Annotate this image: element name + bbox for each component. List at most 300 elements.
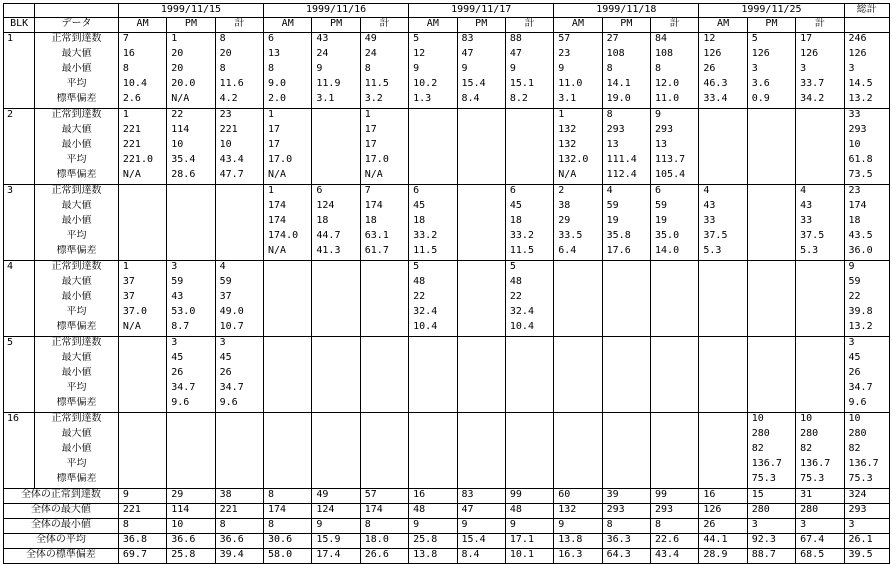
summary-value: 15.4: [457, 534, 505, 549]
value-cell: [312, 291, 360, 306]
value-cell: [457, 200, 505, 215]
summary-value: 39.4: [215, 549, 263, 564]
value-cell: 5: [505, 261, 553, 277]
header-sub: PM: [457, 18, 505, 33]
value-cell: [747, 154, 795, 169]
value-cell: 82: [796, 443, 844, 458]
header-sub: 計: [360, 18, 408, 33]
stat-label: 平均: [35, 230, 119, 245]
value-cell: 12.0: [651, 78, 699, 93]
summary-value: 36.6: [215, 534, 263, 549]
value-cell: 84: [651, 33, 699, 49]
value-cell: [651, 428, 699, 443]
value-cell: 10: [215, 139, 263, 154]
table-row: [4, 291, 890, 306]
value-cell: [699, 443, 747, 458]
value-cell: [118, 397, 166, 413]
value-cell: 45: [505, 200, 553, 215]
value-cell: 136.7: [747, 458, 795, 473]
value-cell: [457, 321, 505, 337]
value-cell: [651, 397, 699, 413]
value-cell: [554, 443, 602, 458]
value-cell: 8: [651, 63, 699, 78]
value-cell: [699, 428, 747, 443]
value-cell: 3: [844, 63, 889, 78]
value-cell: 20: [167, 63, 215, 78]
value-cell: [699, 139, 747, 154]
value-cell: 73.5: [844, 169, 889, 185]
value-cell: [505, 413, 553, 429]
value-cell: [796, 337, 844, 353]
value-cell: 136.7: [844, 458, 889, 473]
summary-value: 8: [215, 519, 263, 534]
value-cell: 17: [264, 124, 312, 139]
value-cell: [118, 382, 166, 397]
summary-value: 324: [844, 489, 889, 504]
value-cell: [699, 337, 747, 353]
value-cell: [602, 261, 650, 277]
value-cell: [409, 458, 457, 473]
value-cell: 1: [118, 261, 166, 277]
value-cell: [409, 154, 457, 169]
stat-label: 最小値: [35, 215, 119, 230]
value-cell: [409, 169, 457, 185]
value-cell: [602, 291, 650, 306]
blk-id: [4, 321, 35, 337]
value-cell: [167, 413, 215, 429]
summary-value: 25.8: [409, 534, 457, 549]
value-cell: 33.7: [796, 78, 844, 93]
blk-id: [4, 154, 35, 169]
summary-value: 221: [215, 504, 263, 519]
summary-value: 16.3: [554, 549, 602, 564]
value-cell: 33.2: [409, 230, 457, 245]
value-cell: [457, 337, 505, 353]
blk-id: [4, 443, 35, 458]
value-cell: 3: [747, 63, 795, 78]
summary-value: 15: [747, 489, 795, 504]
value-cell: [554, 352, 602, 367]
summary-value: 48: [505, 504, 553, 519]
value-cell: 13: [651, 139, 699, 154]
value-cell: 5: [409, 33, 457, 49]
value-cell: [312, 261, 360, 277]
value-cell: [457, 276, 505, 291]
value-cell: [796, 276, 844, 291]
value-cell: 10.2: [409, 78, 457, 93]
table-row: [4, 276, 890, 291]
value-cell: 17.0: [264, 154, 312, 169]
table-row: [4, 78, 890, 93]
value-cell: 43: [699, 200, 747, 215]
value-cell: [167, 458, 215, 473]
value-cell: 33.5: [554, 230, 602, 245]
value-cell: 8.4: [457, 93, 505, 109]
value-cell: 18: [360, 215, 408, 230]
value-cell: [747, 200, 795, 215]
value-cell: [457, 291, 505, 306]
value-cell: 1: [167, 33, 215, 49]
value-cell: [457, 306, 505, 321]
value-cell: 132: [554, 124, 602, 139]
summary-value: 22.6: [651, 534, 699, 549]
value-cell: [360, 337, 408, 353]
table-row: [4, 139, 890, 154]
value-cell: [264, 413, 312, 429]
value-cell: [457, 245, 505, 261]
value-cell: [409, 124, 457, 139]
summary-value: 8: [264, 519, 312, 534]
value-cell: [505, 428, 553, 443]
value-cell: 11.5: [409, 245, 457, 261]
value-cell: [747, 139, 795, 154]
value-cell: [215, 428, 263, 443]
value-cell: [796, 291, 844, 306]
table-row: [4, 33, 890, 49]
value-cell: [360, 352, 408, 367]
value-cell: 59: [167, 276, 215, 291]
value-cell: [457, 124, 505, 139]
value-cell: [747, 276, 795, 291]
value-cell: 11.0: [651, 93, 699, 109]
header-date: 1999/11/25: [699, 4, 844, 18]
summary-label: 全体の標準偏差: [4, 549, 119, 564]
value-cell: [505, 458, 553, 473]
value-cell: 293: [602, 124, 650, 139]
header-sub: AM: [409, 18, 457, 33]
value-cell: 45: [215, 352, 263, 367]
value-cell: 221: [118, 139, 166, 154]
value-cell: 108: [651, 48, 699, 63]
stat-label: 標準偏差: [35, 93, 119, 109]
summary-row: [4, 549, 890, 564]
value-cell: 22: [505, 291, 553, 306]
header-sub: 計: [215, 18, 263, 33]
value-cell: 59: [215, 276, 263, 291]
value-cell: 8: [215, 63, 263, 78]
value-cell: [409, 443, 457, 458]
value-cell: 18: [505, 215, 553, 230]
value-cell: [651, 276, 699, 291]
table-row: [4, 443, 890, 458]
summary-value: 293: [602, 504, 650, 519]
value-cell: 3.1: [312, 93, 360, 109]
stat-label: 最大値: [35, 276, 119, 291]
value-cell: 49: [360, 33, 408, 49]
value-cell: [215, 230, 263, 245]
value-cell: 1: [264, 109, 312, 125]
value-cell: [747, 230, 795, 245]
summary-value: 31: [796, 489, 844, 504]
value-cell: [264, 352, 312, 367]
value-cell: [505, 154, 553, 169]
value-cell: 6: [312, 185, 360, 201]
value-cell: 10: [844, 139, 889, 154]
summary-value: 132: [554, 504, 602, 519]
value-cell: [457, 109, 505, 125]
stat-label: 正常到達数: [35, 33, 119, 49]
value-cell: [651, 367, 699, 382]
value-cell: [457, 154, 505, 169]
value-cell: [264, 291, 312, 306]
value-cell: [409, 473, 457, 489]
value-cell: [118, 367, 166, 382]
value-cell: 5.3: [699, 245, 747, 261]
value-cell: [699, 382, 747, 397]
value-cell: 10.7: [215, 321, 263, 337]
value-cell: 59: [651, 200, 699, 215]
blk-id: [4, 291, 35, 306]
value-cell: [118, 458, 166, 473]
value-cell: 174: [264, 200, 312, 215]
summary-label: 全体の正常到達数: [4, 489, 119, 504]
value-cell: 82: [747, 443, 795, 458]
summary-value: 47: [457, 504, 505, 519]
value-cell: 63.1: [360, 230, 408, 245]
header-date: 1999/11/16: [264, 4, 409, 18]
value-cell: [796, 352, 844, 367]
table-row: [4, 337, 890, 353]
value-cell: 1: [554, 109, 602, 125]
value-cell: 24: [360, 48, 408, 63]
blk-id: [4, 215, 35, 230]
summary-value: 13.8: [409, 549, 457, 564]
value-cell: 1: [264, 185, 312, 201]
value-cell: [360, 261, 408, 277]
value-cell: [360, 413, 408, 429]
value-cell: [409, 139, 457, 154]
summary-value: 17.4: [312, 549, 360, 564]
summary-value: 3: [844, 519, 889, 534]
value-cell: [699, 109, 747, 125]
summary-value: 3: [747, 519, 795, 534]
value-cell: [457, 230, 505, 245]
value-cell: [796, 382, 844, 397]
value-cell: 27: [602, 33, 650, 49]
value-cell: [264, 321, 312, 337]
value-cell: 43: [167, 291, 215, 306]
value-cell: 34.7: [215, 382, 263, 397]
value-cell: 82: [844, 443, 889, 458]
value-cell: 15.1: [505, 78, 553, 93]
summary-value: 126: [699, 504, 747, 519]
summary-value: 68.5: [796, 549, 844, 564]
value-cell: 75.3: [844, 473, 889, 489]
summary-value: 16: [699, 489, 747, 504]
value-cell: [167, 215, 215, 230]
summary-value: 92.3: [747, 534, 795, 549]
value-cell: [554, 261, 602, 277]
value-cell: 10: [796, 413, 844, 429]
summary-value: 39: [602, 489, 650, 504]
summary-row: [4, 519, 890, 534]
value-cell: 3: [167, 337, 215, 353]
value-cell: 48: [505, 276, 553, 291]
header-blank-blk: [4, 4, 35, 18]
value-cell: [215, 458, 263, 473]
value-cell: 45: [409, 200, 457, 215]
value-cell: [554, 337, 602, 353]
value-cell: [409, 337, 457, 353]
blk-id: 5: [4, 337, 35, 353]
summary-value: 8: [264, 489, 312, 504]
value-cell: 111.4: [602, 154, 650, 169]
value-cell: [796, 397, 844, 413]
value-cell: 34.7: [844, 382, 889, 397]
stat-label: 最大値: [35, 352, 119, 367]
value-cell: N/A: [264, 169, 312, 185]
value-cell: [167, 200, 215, 215]
summary-value: 174: [360, 504, 408, 519]
value-cell: N/A: [118, 169, 166, 185]
header-data: データ: [35, 18, 119, 33]
value-cell: 6: [505, 185, 553, 201]
value-cell: 280: [796, 428, 844, 443]
table-row: [4, 185, 890, 201]
blk-id: [4, 63, 35, 78]
value-cell: 1: [360, 109, 408, 125]
value-cell: [215, 185, 263, 201]
value-cell: [457, 473, 505, 489]
stat-label: 平均: [35, 78, 119, 93]
summary-value: 124: [312, 504, 360, 519]
value-cell: [747, 337, 795, 353]
value-cell: [118, 428, 166, 443]
value-cell: [457, 382, 505, 397]
value-cell: [699, 352, 747, 367]
value-cell: [118, 337, 166, 353]
summary-value: 174: [264, 504, 312, 519]
value-cell: 19: [651, 215, 699, 230]
value-cell: 26: [167, 367, 215, 382]
value-cell: [747, 245, 795, 261]
summary-value: 13.8: [554, 534, 602, 549]
summary-value: 39.5: [844, 549, 889, 564]
summary-value: 293: [844, 504, 889, 519]
value-cell: N/A: [264, 245, 312, 261]
summary-value: 60: [554, 489, 602, 504]
blk-id: [4, 473, 35, 489]
value-cell: [360, 306, 408, 321]
summary-value: 49: [312, 489, 360, 504]
value-cell: 108: [602, 48, 650, 63]
value-cell: [505, 382, 553, 397]
summary-value: 36.6: [167, 534, 215, 549]
value-cell: [554, 367, 602, 382]
summary-value: 16: [409, 489, 457, 504]
value-cell: 35.0: [651, 230, 699, 245]
value-cell: 126: [699, 48, 747, 63]
value-cell: [118, 185, 166, 201]
value-cell: 13.2: [844, 321, 889, 337]
value-cell: 23: [844, 185, 889, 201]
blk-id: [4, 352, 35, 367]
value-cell: 38: [554, 200, 602, 215]
blk-id: [4, 367, 35, 382]
value-cell: [360, 291, 408, 306]
value-cell: 34.2: [796, 93, 844, 109]
summary-value: 9: [409, 519, 457, 534]
value-cell: [699, 124, 747, 139]
value-cell: [312, 169, 360, 185]
value-cell: [118, 413, 166, 429]
summary-value: 8: [602, 519, 650, 534]
value-cell: 20: [167, 48, 215, 63]
summary-label: 全体の最小値: [4, 519, 119, 534]
value-cell: [699, 473, 747, 489]
value-cell: [505, 109, 553, 125]
value-cell: [457, 215, 505, 230]
value-cell: [360, 367, 408, 382]
stat-label: 正常到達数: [35, 413, 119, 429]
value-cell: [360, 473, 408, 489]
value-cell: [118, 473, 166, 489]
value-cell: 9: [457, 63, 505, 78]
stat-label: 最大値: [35, 124, 119, 139]
summary-value: 17.1: [505, 534, 553, 549]
table-row: [4, 413, 890, 429]
value-cell: 105.4: [651, 169, 699, 185]
value-cell: 8.2: [505, 93, 553, 109]
value-cell: [651, 473, 699, 489]
value-cell: [457, 397, 505, 413]
summary-value: 9: [505, 519, 553, 534]
value-cell: [505, 367, 553, 382]
value-cell: 10: [844, 413, 889, 429]
value-cell: 37.5: [796, 230, 844, 245]
value-cell: [699, 321, 747, 337]
summary-value: 29: [167, 489, 215, 504]
value-cell: [312, 276, 360, 291]
value-cell: 11.9: [312, 78, 360, 93]
value-cell: [554, 306, 602, 321]
value-cell: [602, 321, 650, 337]
value-cell: 61.7: [360, 245, 408, 261]
value-cell: 22: [844, 291, 889, 306]
value-cell: 75.3: [796, 473, 844, 489]
value-cell: 75.3: [747, 473, 795, 489]
value-cell: 29: [554, 215, 602, 230]
value-cell: [312, 473, 360, 489]
value-cell: [457, 169, 505, 185]
value-cell: [699, 291, 747, 306]
value-cell: [360, 382, 408, 397]
value-cell: [167, 473, 215, 489]
value-cell: [118, 352, 166, 367]
value-cell: [264, 443, 312, 458]
value-cell: 43: [312, 33, 360, 49]
summary-value: 8.4: [457, 549, 505, 564]
value-cell: 9: [505, 63, 553, 78]
value-cell: 32.4: [505, 306, 553, 321]
value-cell: 45: [167, 352, 215, 367]
stat-label: 最大値: [35, 48, 119, 63]
value-cell: [554, 413, 602, 429]
stat-label: 正常到達数: [35, 185, 119, 201]
value-cell: [747, 109, 795, 125]
table-row: [4, 124, 890, 139]
value-cell: [747, 306, 795, 321]
summary-row: [4, 504, 890, 519]
blk-id: [4, 200, 35, 215]
value-cell: 174.0: [264, 230, 312, 245]
summary-label: 全体の平均: [4, 534, 119, 549]
value-cell: [360, 397, 408, 413]
value-cell: 126: [747, 48, 795, 63]
value-cell: [409, 367, 457, 382]
value-cell: [167, 428, 215, 443]
value-cell: [409, 428, 457, 443]
